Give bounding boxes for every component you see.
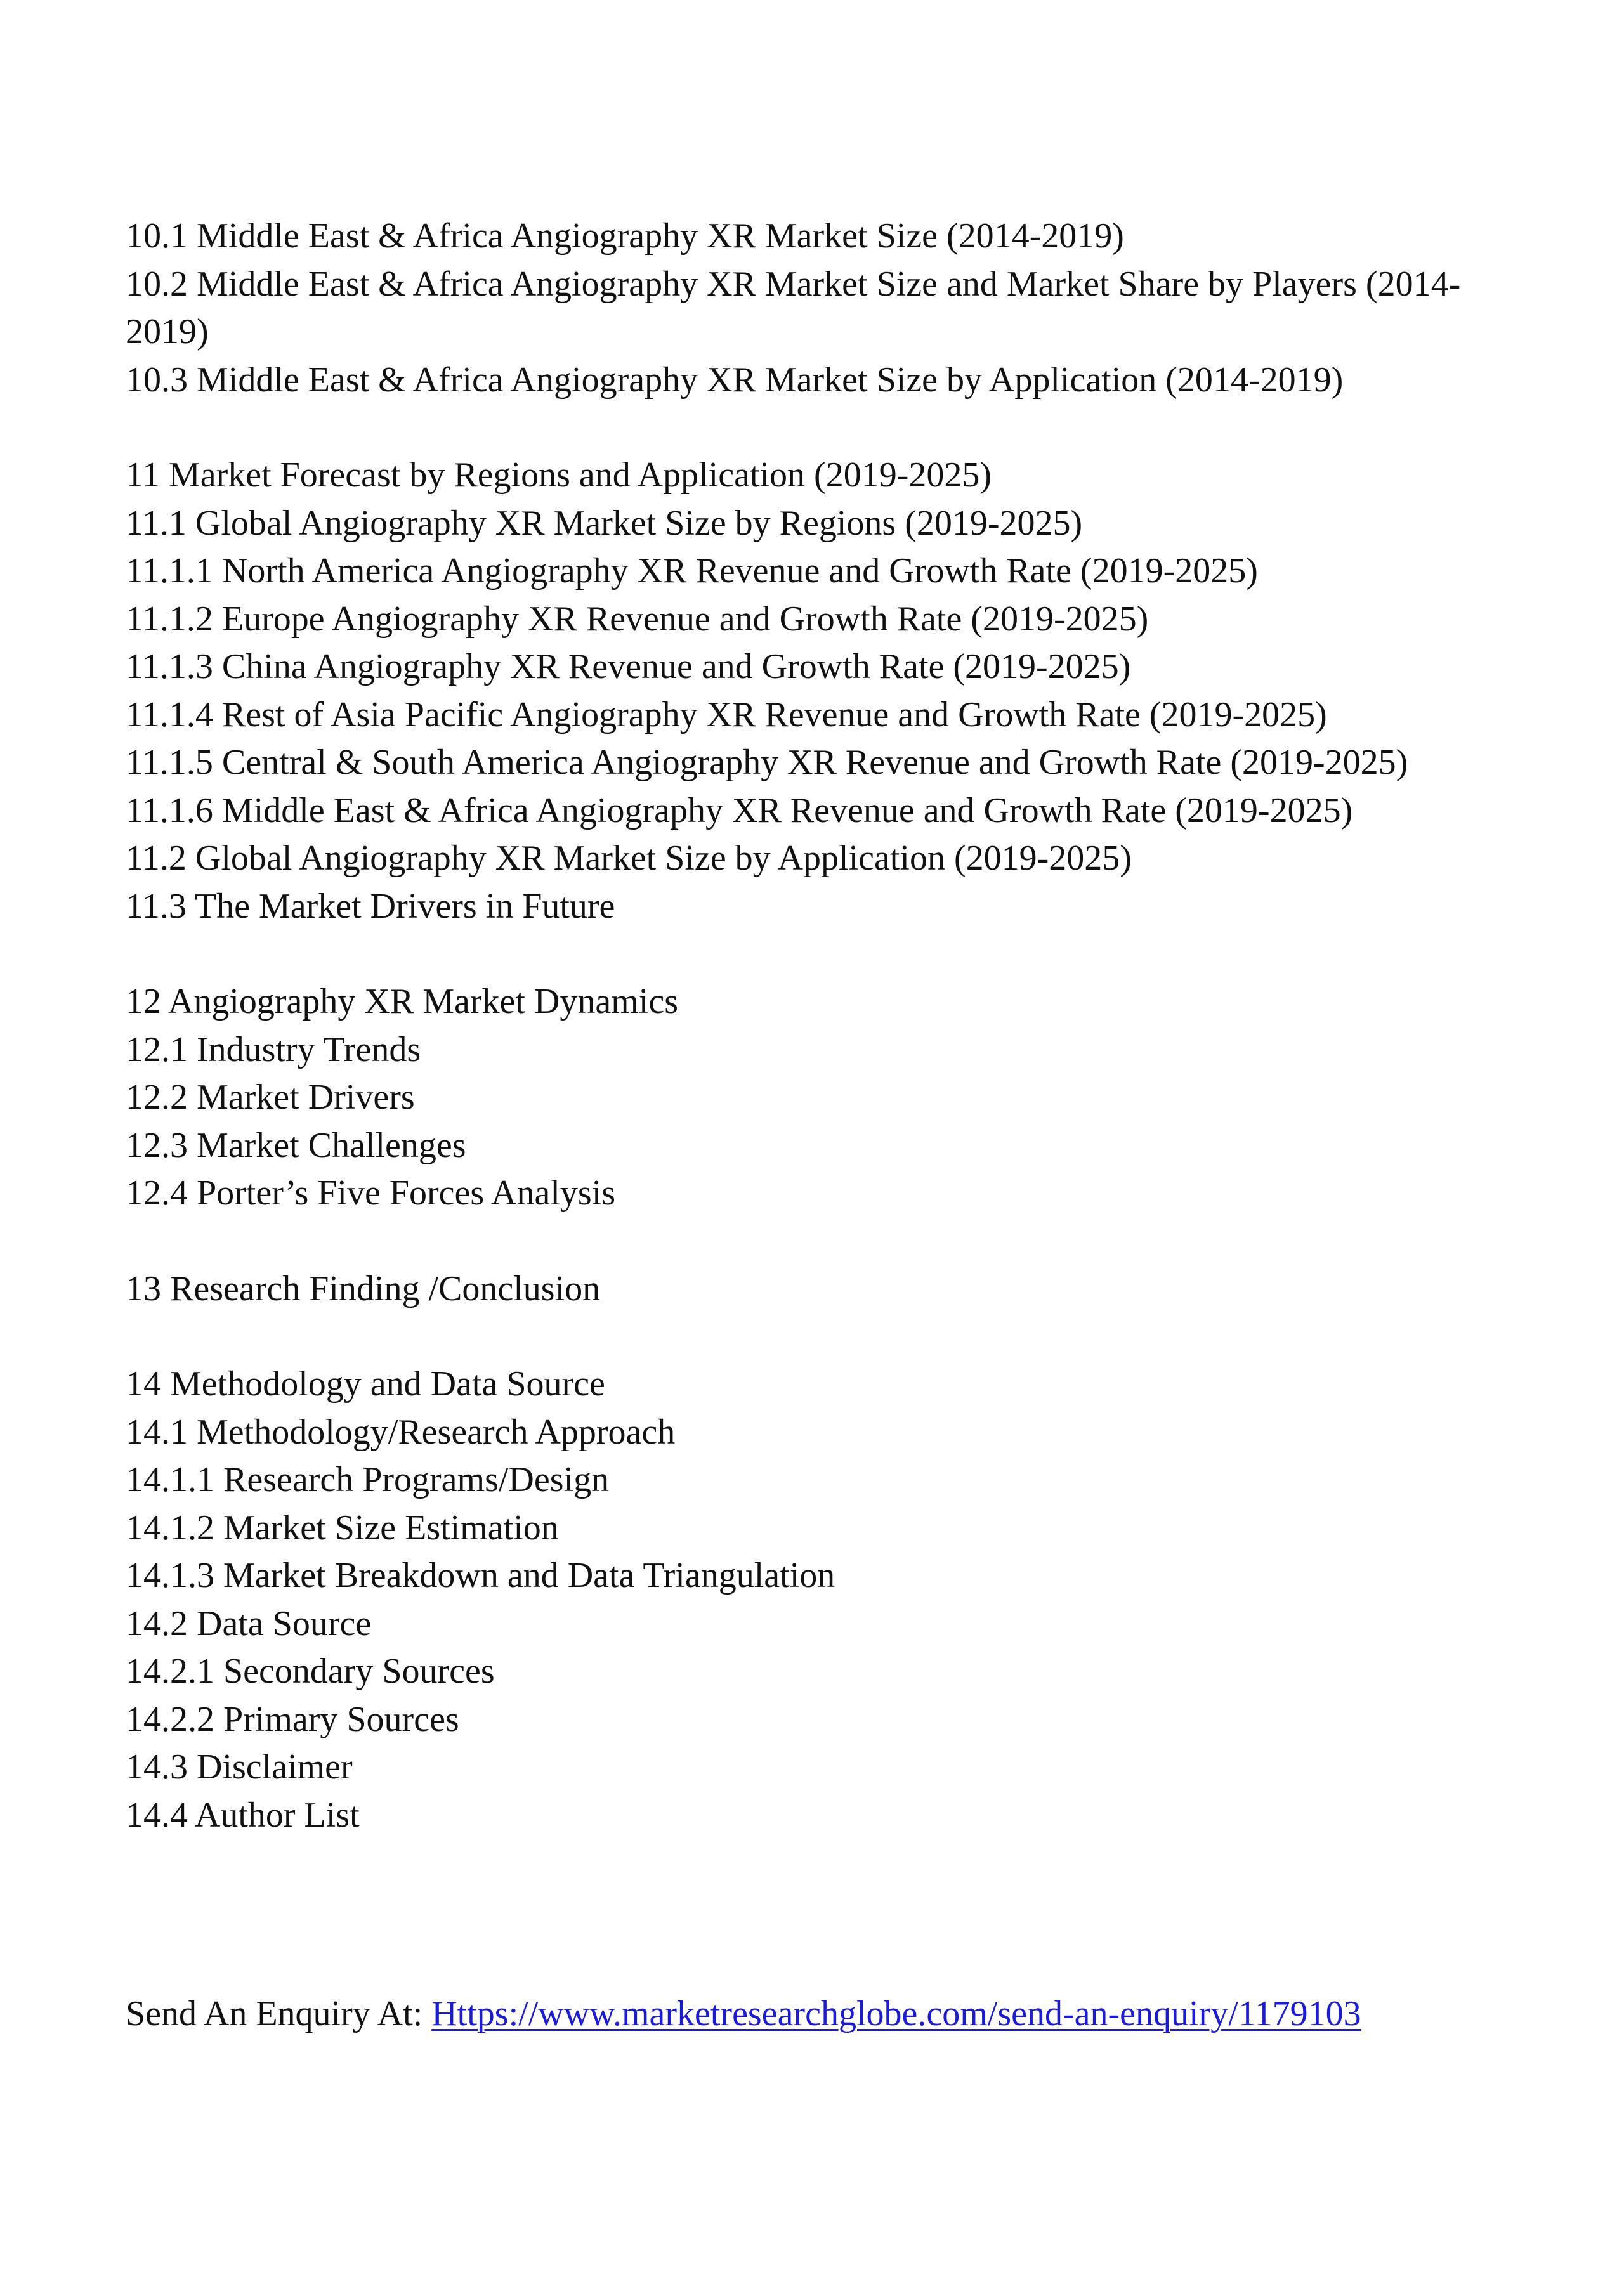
toc-section-13 [126, 1265, 1509, 1314]
toc-entry: 14.1.3 Market Breakdown and Data Triangulation [126, 1556, 835, 1595]
toc-section-14 [126, 1360, 1509, 1839]
toc-section-11 [126, 452, 1509, 930]
toc-entry: 14.1.2 Market Size Estimation [126, 1508, 559, 1548]
toc-entry: 12.1 Industry Trends [126, 1029, 421, 1069]
toc-entry: 11.3 The Market Drivers in Future [126, 886, 615, 926]
toc-content [126, 212, 1509, 1887]
toc-entry: 11.1 Global Angiography XR Market Size by Regions (2019-2025) [126, 503, 1083, 543]
toc-entry: 12.2 Market Drivers [126, 1078, 415, 1117]
enquiry-label: Send An Enquiry At: [126, 1994, 432, 2033]
toc-entry: 11.1.3 China Angiography XR Revenue and Growth Rate (2019-2025) [126, 647, 1131, 686]
toc-section-12 [126, 978, 1509, 1218]
toc-entry: 11.1.4 Rest of Asia Pacific Angiography XR Revenue and Growth Rate (2019-2025) [126, 695, 1327, 734]
toc-section-10 [126, 212, 1509, 404]
enquiry-link[interactable]: Https://www.marketresearchglobe.com/send-an-enquiry/1179103 [431, 1994, 1361, 2033]
toc-heading: 14 Methodology and Data Source [126, 1364, 605, 1404]
toc-entry: 14.1 Methodology/Research Approach [126, 1412, 676, 1452]
toc-entry: 14.1.1 Research Programs/Design [126, 1460, 610, 1499]
toc-entry: 14.3 Disclaimer [126, 1747, 353, 1787]
toc-entry: 12.3 Market Challenges [126, 1125, 466, 1165]
toc-entry: 14.2.2 Primary Sources [126, 1699, 459, 1739]
toc-heading: 11 Market Forecast by Regions and Application (2019-2025) [126, 455, 992, 495]
toc-entry: 12.4 Porter’s Five Forces Analysis [126, 1173, 616, 1213]
enquiry-line [126, 1990, 1361, 2038]
toc-entry: 14.2.1 Secondary Sources [126, 1652, 495, 1691]
toc-entry: 10.3 Middle East & Africa Angiography XR Market Size by Application (2014-2019) [126, 360, 1344, 400]
toc-entry: 11.1.5 Central & South America Angiography XR Revenue and Growth Rate (2019-2025) [126, 743, 1408, 782]
toc-entry: 14.4 Author List [126, 1795, 360, 1835]
toc-entry: 10.1 Middle East & Africa Angiography XR Market Size (2014-2019) [126, 216, 1124, 256]
toc-entry: 11.1.6 Middle East & Africa Angiography XR Revenue and Growth Rate (2019-2025) [126, 790, 1353, 830]
toc-entry: 10.2 Middle East & Africa Angiography XR Market Size and Market Share by Players (2014-2019) [126, 264, 1461, 351]
toc-entry: 14.2 Data Source [126, 1603, 372, 1643]
toc-heading: 13 Research Finding /Conclusion [126, 1269, 601, 1308]
toc-entry: 11.1.1 North America Angiography XR Revenue and Growth Rate (2019-2025) [126, 551, 1258, 590]
toc-heading: 12 Angiography XR Market Dynamics [126, 982, 678, 1021]
toc-entry: 11.2 Global Angiography XR Market Size by Application (2019-2025) [126, 838, 1132, 878]
toc-entry: 11.1.2 Europe Angiography XR Revenue and Growth Rate (2019-2025) [126, 599, 1149, 639]
